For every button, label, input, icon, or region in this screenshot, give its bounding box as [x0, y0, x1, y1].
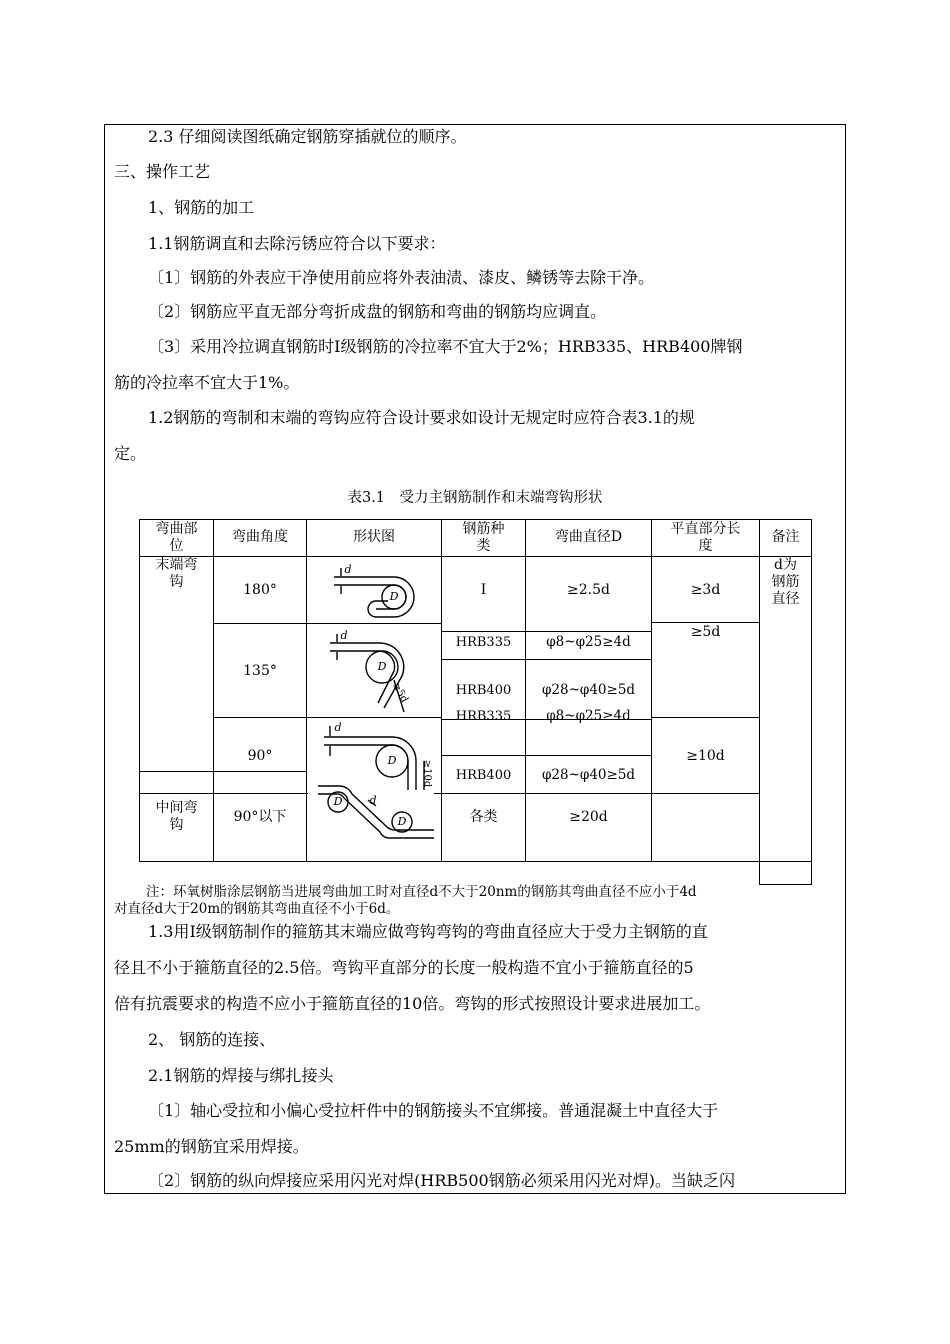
- header-shape: 形状图: [353, 529, 395, 545]
- header-remark: 备注: [771, 529, 800, 545]
- cell-position-end: 末端弯 钩: [155, 557, 198, 590]
- shape-label-diameter: D: [377, 660, 387, 673]
- cell-type-all: 各类: [469, 809, 498, 825]
- table-note: 对直径d大于20m的钢筋其弯曲直径不小于6d。: [114, 901, 400, 917]
- subsection-heading: 2、 钢筋的连接、: [148, 1030, 276, 1049]
- shape-label-d: d: [344, 563, 352, 576]
- text-line: 1.1钢筋调直和去除污锈应符合以下要求：: [148, 234, 446, 253]
- text-line: 〔2〕钢筋应平直无部分弯折成盘的钢筋和弯曲的钢筋均应调直。: [148, 302, 607, 321]
- cell-position-middle: 中间弯 钩: [155, 800, 198, 833]
- text-line: 倍有抗震要求的构造不应小于箍筋直径的10倍。弯钩的形式按照设计要求进展加工。: [114, 994, 711, 1013]
- text-line: 2.3 仔细阅读图纸确定钢筋穿插就位的顺序。: [148, 127, 467, 146]
- cell-length-3d: ≥3d: [690, 582, 721, 598]
- table-caption: 表3.1 受力主钢筋制作和末端弯钩形状: [347, 490, 603, 506]
- table-note: 注：环氧树脂涂层钢筋当进展弯曲加工时对直径d不大于20nm的钢筋其弯曲直径不应小于4d: [146, 884, 697, 900]
- cell-type-hrb335: HRB335: [455, 709, 512, 724]
- shape-label-diameter: D: [387, 754, 397, 767]
- header-angle: 弯曲角度: [232, 529, 288, 545]
- cell-type-i: Ⅰ: [480, 582, 487, 598]
- cell-diameter-4d: φ8~φ25≥4d: [546, 708, 631, 724]
- cell-type-hrb335: HRB335: [455, 635, 512, 650]
- text-line: 筋的冷拉率不宜大于1%。: [114, 373, 300, 392]
- text-line: 1.2钢筋的弯制和末端的弯钩应符合设计要求如设计无规定时应符合表3.1的规: [148, 408, 695, 427]
- text-line: 〔3〕采用冷拉调直钢筋时Ⅰ级钢筋的冷拉率不宜大于2%；HRB335、HRB400牌钢: [148, 337, 743, 356]
- cell-diameter-5d: φ28~φ40≥5d: [541, 682, 636, 698]
- cell-angle-180: 180°: [243, 582, 277, 598]
- shape-label-diameter: D: [333, 795, 343, 808]
- shape-label-d: d: [369, 794, 377, 807]
- header-position: 弯曲部 位: [155, 521, 198, 554]
- cell-angle-90: 90°: [247, 748, 273, 764]
- shape-label-10d: ≥10d: [421, 759, 433, 788]
- cell-angle-135: 135°: [243, 663, 277, 679]
- text-line: 1.3用Ⅰ级钢筋制作的箍筋其末端应做弯钩弯钩的弯曲直径应大于受力主钢筋的直: [148, 922, 708, 941]
- shape-label-diameter: D: [389, 590, 399, 603]
- text-line: 径且不小于箍筋直径的2.5倍。弯钩平直部分的长度一般构造不宜小于箍筋直径的5: [114, 958, 694, 977]
- cell-diameter-2-5d: ≥2.5d: [567, 582, 610, 598]
- text-line: 〔1〕钢筋的外表应干净使用前应将外表油渍、漆皮、鳞锈等去除干净。: [148, 268, 655, 287]
- header-straight: 平直部分长 度: [670, 521, 741, 554]
- header-type: 钢筋种 类: [462, 521, 505, 554]
- shape-label-diameter: D: [397, 815, 407, 828]
- cell-length-10d: ≥10d: [686, 748, 725, 764]
- text-line: 〔1〕轴心受拉和小偏心受拉杆件中的钢筋接头不宜绑接。普通混凝土中直径大于: [148, 1101, 719, 1120]
- cell-remark: d为 钢筋 直径: [771, 557, 800, 607]
- cell-diameter-4d: φ8~φ25≥4d: [546, 634, 631, 650]
- cell-type-hrb400: HRB400: [455, 768, 512, 783]
- cell-length-5d: ≥5d: [690, 624, 721, 640]
- section-heading: 三、操作工艺: [114, 162, 211, 181]
- shape-label-d: d: [340, 629, 348, 642]
- shape-label-d: d: [334, 721, 342, 734]
- subsection-heading: 1、钢筋的加工: [148, 198, 255, 217]
- cell-angle-below-90: 90°以下: [233, 809, 287, 825]
- text-line: 2.1钢筋的焊接与绑扎接头: [148, 1066, 334, 1085]
- header-diameter: 弯曲直径D: [554, 529, 623, 545]
- shape-label-5d: ≥5d: [390, 680, 410, 705]
- text-line: 〔2〕钢筋的纵向焊接应采用闪光对焊(HRB500钢筋必须采用闪光对焊)。当缺乏闪: [148, 1171, 735, 1190]
- cell-diameter-20d: ≥20d: [569, 809, 608, 825]
- text-line: 定。: [114, 444, 147, 463]
- cell-diameter-5d: φ28~φ40≥5d: [541, 767, 636, 783]
- text-line: 25mm的钢筋宜采用焊接。: [114, 1137, 309, 1156]
- cell-type-hrb400: HRB400: [455, 683, 512, 698]
